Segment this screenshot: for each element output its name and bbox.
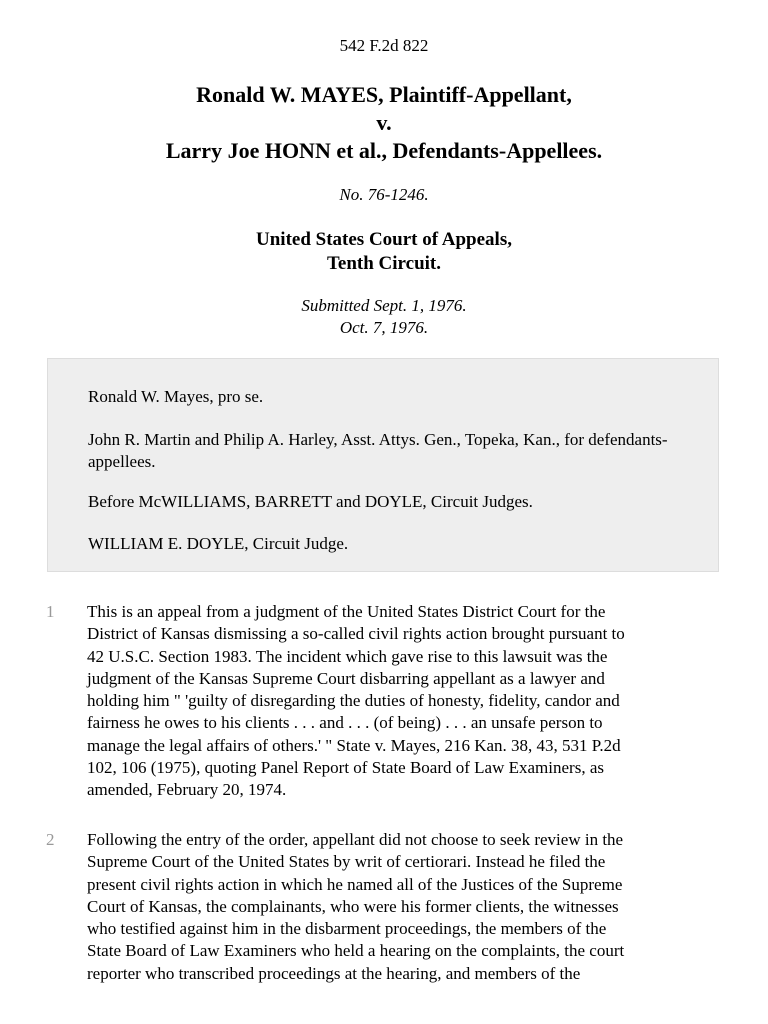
court-name-line-1: United States Court of Appeals, <box>256 229 512 250</box>
court-name-line-2: Tenth Circuit. <box>326 253 442 274</box>
counsel-appellees: John R. Martin and Philip A. Harley, Asst. Attys. Gen., Topeka, Kan., for defendants-appellees. <box>88 430 668 471</box>
paragraph-line: present civil rights action in which he named all of the Justices of the Supreme <box>87 874 623 894</box>
paragraph-line: reporter who transcribed proceedings at the hearing, and members of the <box>87 963 581 983</box>
decided-date: Oct. 7, 1976. <box>339 318 429 337</box>
opinion-author: WILLIAM E. DOYLE, Circuit Judge. <box>88 534 349 553</box>
paragraph-line: This is an appeal from a judgment of the United States District Court for the <box>87 602 606 621</box>
case-title-appellant: Ronald W. MAYES, Plaintiff-Appellant, <box>196 82 572 107</box>
case-dates <box>0 295 768 339</box>
paragraph-line: Supreme Court of the United States by writ of certiorari. Instead he filed the <box>87 852 606 872</box>
paragraph-line: State Board of Law Examiners who held a hearing on the complaints, the court <box>87 941 625 961</box>
paragraph-line: 42 U.S.C. Section 1983. The incident which gave rise to this lawsuit was the <box>87 646 608 666</box>
paragraph-line: District of Kansas dismissing a so-called civil rights action brought pursuant to <box>87 624 625 644</box>
judges-panel: Before McWILLIAMS, BARRETT and DOYLE, Circuit Judges. <box>88 492 533 511</box>
paragraph-line: Following the entry of the order, appellant did not choose to seek review in the <box>87 830 624 849</box>
case-title-appellees: Larry Joe HONN et al., Defendants-Appellees. <box>165 138 603 163</box>
paragraph-line: amended, February 20, 1974. <box>87 780 287 800</box>
docket-number: No. 76-1246. <box>339 185 429 204</box>
paragraph-line: 102, 106 (1975), quoting Panel Report of State Board of Law Examiners, as <box>87 758 604 778</box>
case-title-versus: v. <box>376 110 392 135</box>
counsel-panel <box>47 358 719 572</box>
counsel-appellant: Ronald W. Mayes, pro se. <box>88 387 264 406</box>
paragraph-text <box>87 829 727 985</box>
paragraph-line: Court of Kansas, the complainants, who were his former clients, the witnesses <box>87 896 619 916</box>
case-title <box>0 81 768 165</box>
paragraph-line: judgment of the Kansas Supreme Court disbarring appellant as a lawyer and <box>87 668 605 688</box>
paragraph-number[interactable]: 1 <box>46 602 55 621</box>
case-citation: 542 F.2d 822 <box>339 36 429 55</box>
paragraph-number[interactable]: 2 <box>46 830 55 849</box>
paragraph-text <box>87 601 727 802</box>
paragraph-line: manage the legal affairs of others.' " State v. Mayes, 216 Kan. 38, 43, 531 P.2d <box>87 735 621 755</box>
paragraph-line: who testified against him in the disbarment proceedings, the members of the <box>87 919 607 939</box>
paragraph-line: holding him " 'guilty of disregarding the duties of honesty, fidelity, candor and <box>87 691 620 711</box>
paragraph-line: fairness he owes to his clients . . . and . . . (of being) . . . an unsafe person to <box>87 713 603 733</box>
court-name <box>0 228 768 276</box>
submitted-date: Submitted Sept. 1, 1976. <box>301 296 467 315</box>
